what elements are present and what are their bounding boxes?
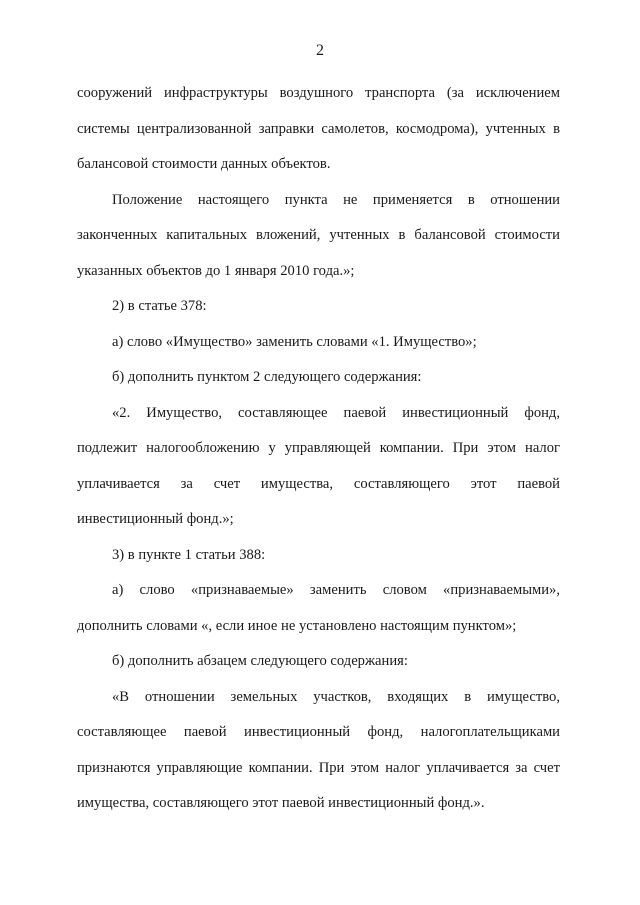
text-line: б) дополнить пунктом 2 следующего содержания: (112, 369, 422, 385)
text-line: уплачивается за счет имущества, составляющего этот паевой (77, 475, 560, 492)
paragraph-item (77, 538, 560, 574)
paragraph-quote (77, 680, 560, 822)
paragraph-continuation (77, 76, 560, 183)
text-line: указанных объектов до 1 января 2010 года.»; (77, 262, 355, 279)
text-line: Положение настоящего пункта не применяется в отношении (112, 191, 560, 208)
text-line: имущества, составляющего этот паевой инвестиционный фонд.». (77, 795, 485, 811)
text-line: «В отношении земельных участков, входящих в имущество, (112, 688, 560, 705)
text-line: балансовой стоимости данных объектов. (77, 156, 331, 172)
text-line: системы централизованной заправки самолетов, космодрома), учтенных в (77, 120, 560, 137)
paragraph-subitem (77, 644, 560, 680)
text-line: дополнить словами «, если иное не установлено настоящим пунктом»; (77, 617, 517, 634)
text-line: 2) в статье 378: (112, 298, 207, 314)
text-line: инвестиционный фонд.»; (77, 511, 234, 527)
paragraph-subitem (77, 360, 560, 396)
paragraph (77, 183, 560, 290)
text-line: а) слово «Имущество» заменить словами «1. Имущество»; (112, 333, 477, 350)
text-line: составляющее паевой инвестиционный фонд, налогоплательщиками (77, 724, 560, 740)
text-line: законченных капитальных вложений, учтенных в балансовой стоимости (77, 227, 560, 243)
text-line: признаются управляющие компании. При этом налог уплачивается за счет (77, 759, 560, 776)
paragraph-quote (77, 396, 560, 538)
paragraph-subitem (77, 573, 560, 644)
paragraph-item (77, 289, 560, 325)
text-line: 3) в пункте 1 статьи 388: (112, 546, 266, 563)
text-line: сооружений инфраструктуры воздушного транспорта (за исключением (77, 85, 560, 101)
document-body (77, 76, 560, 822)
text-line: б) дополнить абзацем следующего содержания: (112, 653, 408, 669)
text-line: «2. Имущество, составляющее паевой инвестиционный фонд, (112, 404, 560, 421)
text-line: а) слово «признаваемые» заменить словом «признаваемыми», (112, 582, 560, 598)
page-number: 2 (316, 42, 324, 59)
paragraph-subitem (77, 325, 560, 361)
text-line: подлежит налогообложению у управляющей компании. При этом налог (77, 440, 560, 456)
